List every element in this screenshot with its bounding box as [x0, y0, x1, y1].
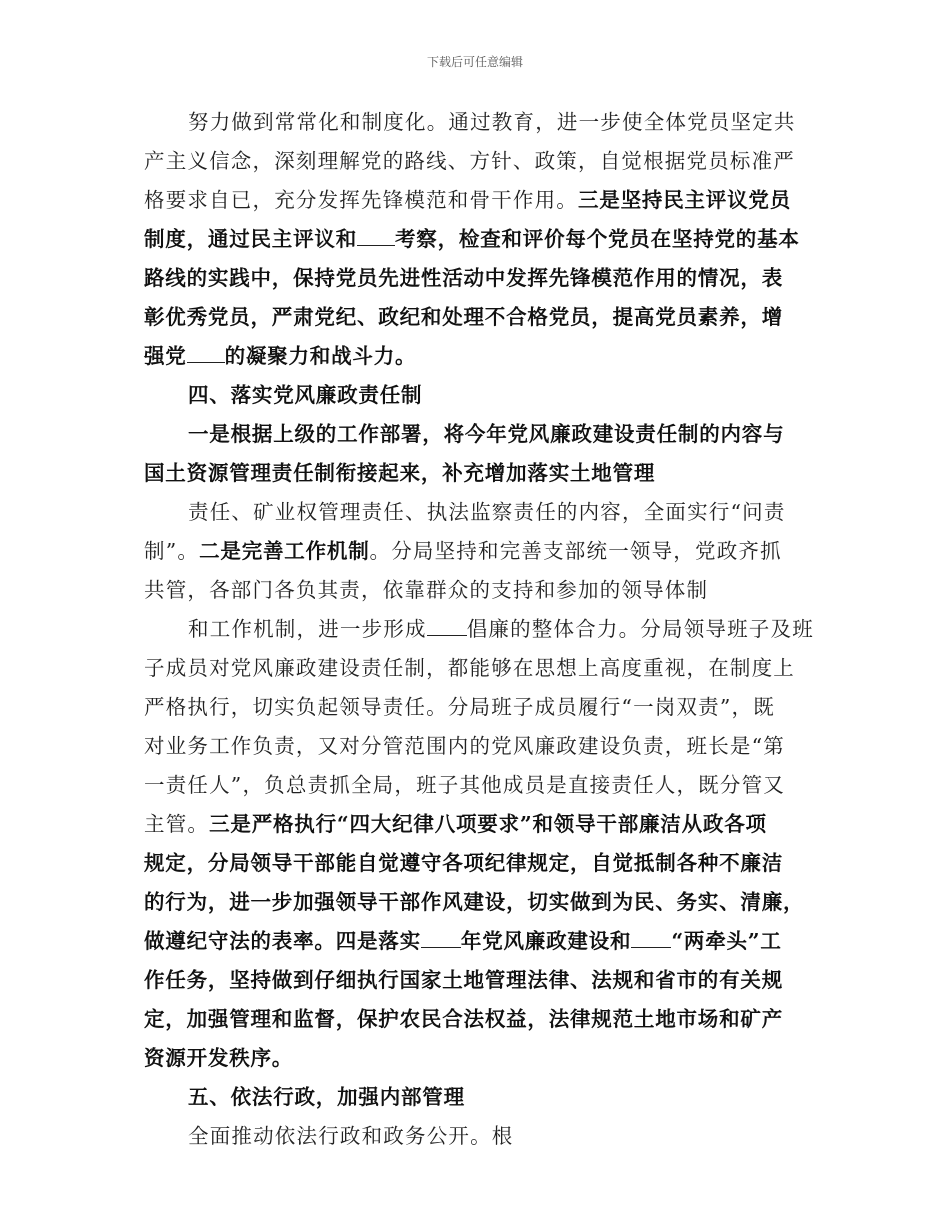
- paragraph-line: [144, 689, 775, 725]
- paragraph-line: [144, 806, 767, 842]
- paragraph-line: [144, 221, 800, 257]
- paragraph-line: [144, 1040, 293, 1076]
- text-run: 。分局坚持和完善支部统一领导，党政齐抓: [369, 539, 782, 563]
- paragraph-line: [144, 182, 791, 218]
- paragraph-line: [188, 611, 814, 647]
- bold-text-run: 年党风廉政建设和: [460, 929, 632, 953]
- paragraph-line: [188, 494, 786, 530]
- fill-in-blank: [427, 611, 467, 636]
- bold-text-run: 二是完善工作机制: [199, 539, 370, 563]
- section-heading: [188, 377, 422, 413]
- bold-text-run: 彰优秀党员，严肃党纪、政纪和处理不合格党员，提高党员素养，增: [144, 305, 783, 329]
- bold-text-run: 制度，通过民主评议和: [144, 227, 357, 251]
- text-run: 一责任人”，负总责抓全局，班子其他成员是直接责任人，既分管又: [144, 773, 785, 797]
- text-run: 和工作机制，进一步形成: [188, 617, 427, 641]
- text-run: 产主义信念，深刻理解党的路线、方针、政策，自觉根据党员标准严: [144, 149, 795, 173]
- bold-text-run: 定，加强管理和监督，保护农民合法权益，法律规范土地市场和矿产: [144, 1007, 783, 1031]
- bold-text-run: 规定，分局领导干部能自觉遵守各项纪律规定，自觉抵制各种不廉洁: [144, 851, 783, 875]
- bold-text-run: 作任务，坚持做到仔细执行国家土地管理法律、法规和省市的有关规: [144, 968, 783, 992]
- paragraph-line: [188, 1118, 514, 1154]
- paragraph-line: [144, 572, 708, 608]
- paragraph-line: [188, 416, 784, 452]
- text-run: 努力做到常常化和制度化。通过教育，进一步使全体党员坚定共: [188, 110, 796, 134]
- fill-in-blank: [421, 923, 461, 948]
- text-run: 倡廉的整体合力。分局领导班子及班: [466, 617, 814, 641]
- bold-text-run: 做遵纪守法的表率。四是落实: [144, 929, 421, 953]
- section-heading: [188, 1079, 465, 1115]
- text-run: 主管。: [144, 812, 210, 836]
- text-run: 格要求自已，充分发挥先锋模范和骨干作用。: [144, 188, 578, 212]
- text-run: 全面推动依法行政和政务公开。根: [188, 1124, 514, 1148]
- bold-text-run: 三是坚持民主评议党员: [578, 188, 791, 212]
- text-run: 对业务工作负责，又对分管范围内的党风廉政建设负责，班长是“第: [144, 734, 785, 758]
- paragraph-line: [188, 104, 796, 140]
- bold-text-run: 一是根据上级的工作部署，将今年党风廉政建设责任制的内容与: [188, 422, 785, 446]
- paragraph-line: [144, 728, 785, 764]
- paragraph-line: [144, 533, 782, 569]
- bold-text-run: 三是严格执行“四大纪律八项要求”和领导干部廉洁从政各项: [209, 812, 767, 836]
- text-run: 制”。: [144, 539, 200, 563]
- paragraph-line: [144, 767, 785, 803]
- paragraph-line: [144, 923, 782, 959]
- bold-text-run: 路线的实践中，保持党员先进性活动中发挥先锋模范作用的情况，表: [144, 266, 783, 290]
- text-run: 严格执行，切实负起领导责任。分局班子成员履行“一岗双责”，既: [144, 695, 775, 719]
- heading-text: 四、落实党风廉政责任制: [188, 383, 423, 407]
- bold-text-run: 考察，检查和评价每个党员在坚持党的基本: [395, 227, 800, 251]
- fill-in-blank: [357, 221, 395, 246]
- text-run: 责任、矿业权管理责任、执法监察责任的内容，全面实行“问责: [188, 500, 786, 524]
- fill-in-blank: [631, 923, 671, 948]
- bold-text-run: 强党: [144, 344, 187, 368]
- page-header: 下载后可任意编辑: [426, 55, 523, 69]
- paragraph-line: [144, 650, 795, 686]
- paragraph-line: [144, 962, 783, 998]
- paragraph-line: [144, 845, 783, 881]
- paragraph-line: [144, 1001, 783, 1037]
- fill-in-blank: [187, 338, 225, 363]
- bold-text-run: 资源开发秩序。: [144, 1046, 294, 1070]
- bold-text-run: 国土资源管理责任制衔接起来，补充增加落实土地管理: [144, 461, 656, 485]
- paragraph-line: [144, 884, 804, 920]
- paragraph-line: [144, 260, 783, 296]
- bold-text-run: “两牵头”工: [671, 929, 782, 953]
- text-run: 共管，各部门各负其责，依靠群众的支持和参加的领导体制: [144, 578, 709, 602]
- paragraph-line: [144, 455, 655, 491]
- bold-text-run: 的凝聚力和战斗力。: [224, 344, 417, 368]
- paragraph-line: [144, 143, 795, 179]
- heading-text: 五、依法行政，加强内部管理: [188, 1085, 465, 1109]
- text-run: 子成员对党风廉政建设责任制，都能够在思想上高度重视，在制度上: [144, 656, 795, 680]
- paragraph-line: [144, 299, 783, 335]
- paragraph-line: [144, 338, 416, 374]
- bold-text-run: 的行为，进一步加强领导干部作风建设，切实做到为民、务实、清廉，: [144, 890, 805, 914]
